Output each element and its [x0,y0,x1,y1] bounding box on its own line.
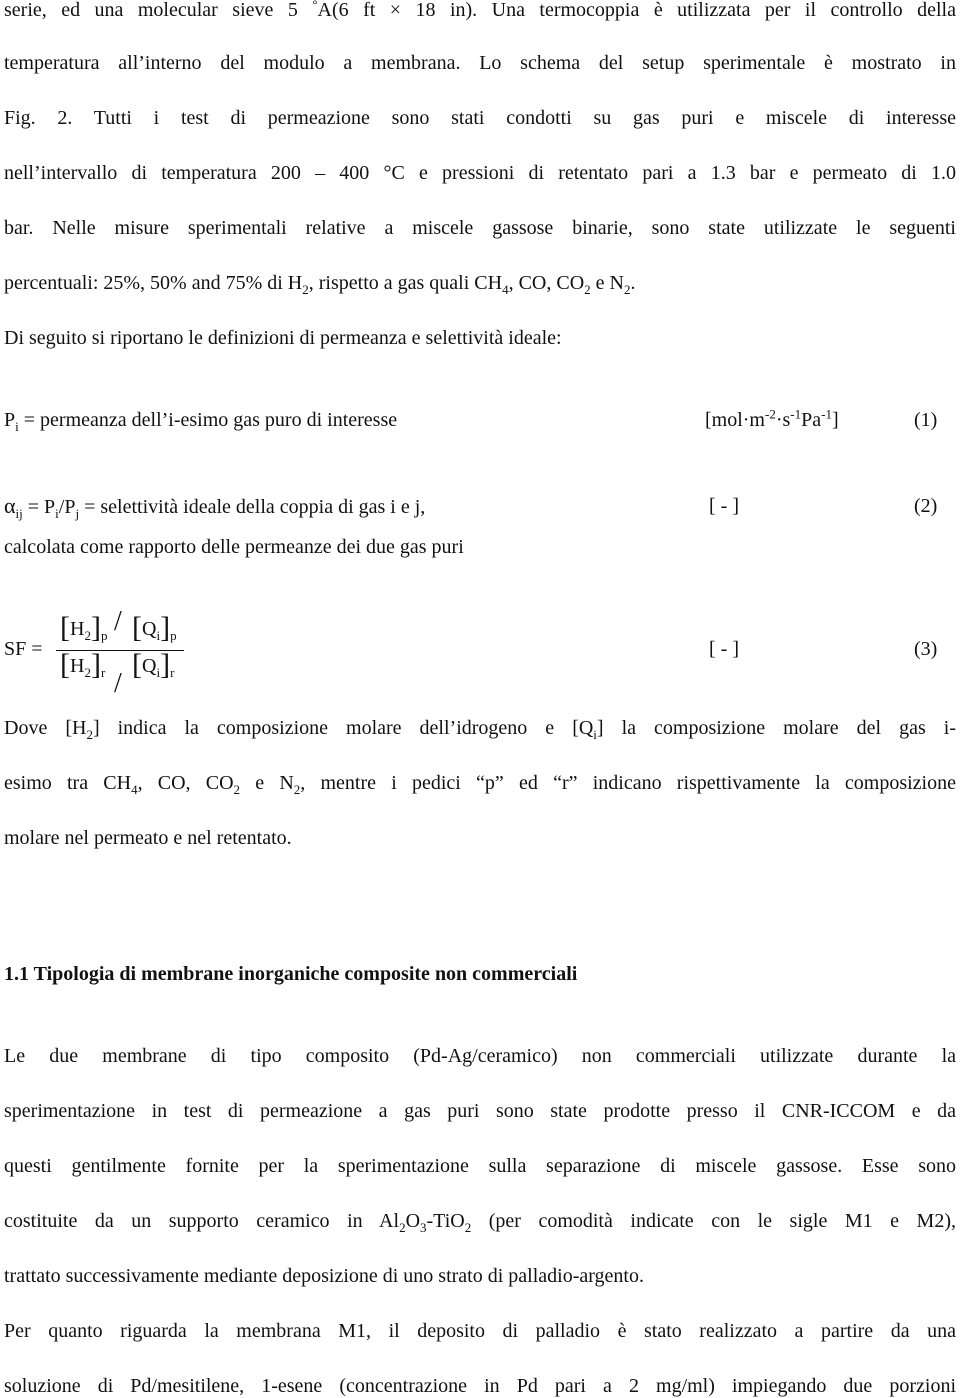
text-line: Per quanto riguarda la membrana M1, il deposito di palladio è stato realizzato a partire da una [4,1320,956,1342]
text-line: serie, ed una molecular sieve 5 °A(6 ft × 18 in). Una termocoppia è utilizzata per il controllo della [4,0,956,21]
equation-3-numerator: $[H_2]_p$ / $[Q_i]_p$ [60,606,177,644]
text-line: molare nel permeato e nel retentato. [4,827,292,849]
text-line: Le due membrane di tipo composito (Pd-Ag/ceramico) non commerciali utilizzate durante la [4,1045,956,1067]
equation-2-definition: $\alpha_{ij} = P_i/P_j$ = selettività ideale della coppia di gas i e j, [4,493,426,521]
text-line: percentuali: 25%, 50% and 75% di $H_2$, rispetto a gas quali $CH_4$, CO, $CO_2$ e $N_2$. [4,272,636,297]
equation-1-number: (1) [914,409,938,431]
text-line: nell’intervallo di temperatura 200 – 400 °C e pressioni di retentato pari a 1.3 bar e permeato di 1.0 [4,162,956,184]
equation-3-lhs: SF = [4,638,43,660]
section-heading: 1.1 Tipologia di membrane inorganiche composite non commerciali [4,963,578,985]
equation-3-number: (3) [914,638,938,660]
text-line: Dove $[H_2]$ indica la composizione molare dell’idrogeno e $[Q_i]$ la composizione molare del gas i- [4,717,956,742]
text-line: costituite da un supporto ceramico in $Al_2O_3-TiO_2$ (per comodità indicate con le sigle M1 e M2), [4,1210,957,1235]
equation-2-description: calcolata come rapporto delle permeanze dei due gas puri [4,536,464,558]
text-line: trattato successivamente mediante deposizione di uno strato di palladio-argento. [4,1265,644,1287]
text-line: esimo tra $CH_4$, CO, $CO_2$ e $N_2$, mentre i pedici “p” ed “r” indicano rispettivamente la composizione [4,772,956,797]
equation-3-unit: [ - ] [709,638,739,660]
text-line: sperimentazione in test di permeazione a gas puri sono state prodotte presso il CNR-ICCOM e da [4,1100,956,1122]
text-line: Di seguito si riportano le definizioni di permeanza e selettività ideale: [4,327,562,349]
equation-3-denominator: $[H_2]_r$ / $[Q_i]_r$ [60,648,175,699]
equation-1-unit: $[mol\cdot m^{-2}\cdot s^{-1}Pa^{-1}]$ [705,406,839,431]
equation-2-number: (2) [914,495,938,517]
text-line: questi gentilmente fornite per la sperimentazione sulla separazione di miscele gassose. Esse sono [4,1155,956,1177]
text-line: soluzione di Pd/mesitilene, 1-esene (concentrazione in Pd pari a 2 mg/ml) impiegando due porzioni [4,1375,956,1397]
text-line: temperatura all’interno del modulo a membrana. Lo schema del setup sperimentale è mostrato in [4,52,956,74]
text-line: bar. Nelle misure sperimentali relative a miscele gassose binarie, sono state utilizzate le seguenti [4,217,956,239]
text-line: Fig. 2. Tutti i test di permeazione sono stati condotti su gas puri e miscele di interesse [4,107,956,129]
equation-1-definition: $P_i$ = permeanza dell’i-esimo gas puro di interesse [4,409,398,434]
equation-2-unit: [ - ] [709,495,739,517]
